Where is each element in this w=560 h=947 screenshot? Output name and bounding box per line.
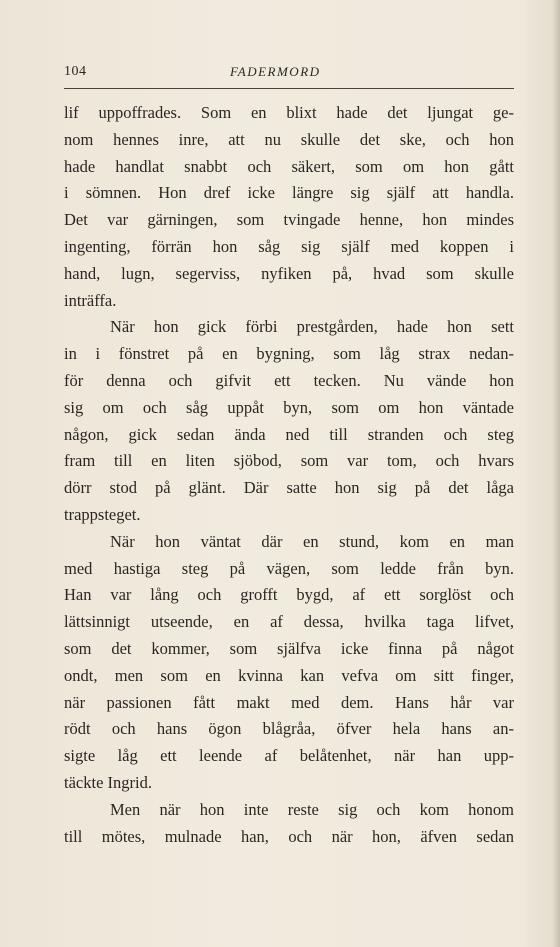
text-line: som det kommer, som själfva icke finna på något [64,638,514,658]
text-line: dörr stod på glänt. Där satte hon sig på det låga [64,478,514,498]
text-line: När hon gick förbi prestgården, hade hon sett [110,317,514,337]
text-line: med hastiga steg på vägen, som ledde från byn. [64,558,514,578]
text-line: fram till en liten sjöbod, som var tom, och hvars [64,451,514,471]
text-line: täckte Ingrid. [64,772,152,792]
text-line: nom hennes inre, att nu skulle det ske, och hon [64,129,514,149]
text-line: Men när hon inte reste sig och kom honom [110,799,514,819]
page-edge-shadow [552,0,560,947]
running-title: FADERMORD [230,64,321,79]
text-line: När hon väntat där en stund, kom en man [110,531,514,551]
page-header [64,60,514,90]
text-line: inträffa. [64,290,117,310]
text-line: ondt, men som en kvinna kan vefva om sitt finger, [64,665,514,685]
text-line: in i fönstret på en bygning, som låg strax nedan- [64,344,514,364]
text-line: för denna och gifvit ett tecken. Nu vände hon [64,370,514,390]
text-line: till mötes, mulnade han, och när hon, äfven sedan [64,826,514,846]
text-line: hand, lugn, segerviss, nyfiken på, hvad som skulle [64,263,514,283]
text-line: sig om och såg uppåt byn, som om hon väntade [64,397,514,417]
text-line: någon, gick sedan ända ned till stranden och steg [64,424,514,444]
text-line: lättsinnigt utseende, en af dessa, hvilka taga lifvet, [64,612,514,632]
text-line: Det var gärningen, som tvingade henne, hon mindes [64,210,514,230]
text-line: sigte låg ett leende af belåtenhet, när han upp- [64,746,514,766]
text-line: rödt och hans ögon blågråa, öfver hela hans an- [64,719,514,739]
text-line: i sömnen. Hon dref icke längre sig själf att handla. [64,183,514,203]
text-line: Han var lång och grofft bygd, af ett sorglöst och [64,585,514,605]
page-number: 104 [64,64,87,79]
body-text [64,100,514,850]
text-line: hade handlat snabbt och säkert, som om hon gått [64,156,514,176]
text-line: ingenting, förrän hon såg sig själf med koppen i [64,236,514,256]
text-line: trappsteget. [64,504,141,524]
text-line: när passionen fått makt med dem. Hans hår var [64,692,514,712]
header-rule [64,88,514,89]
text-line: lif uppoffrades. Som en blixt hade det ljungat ge- [64,103,514,122]
